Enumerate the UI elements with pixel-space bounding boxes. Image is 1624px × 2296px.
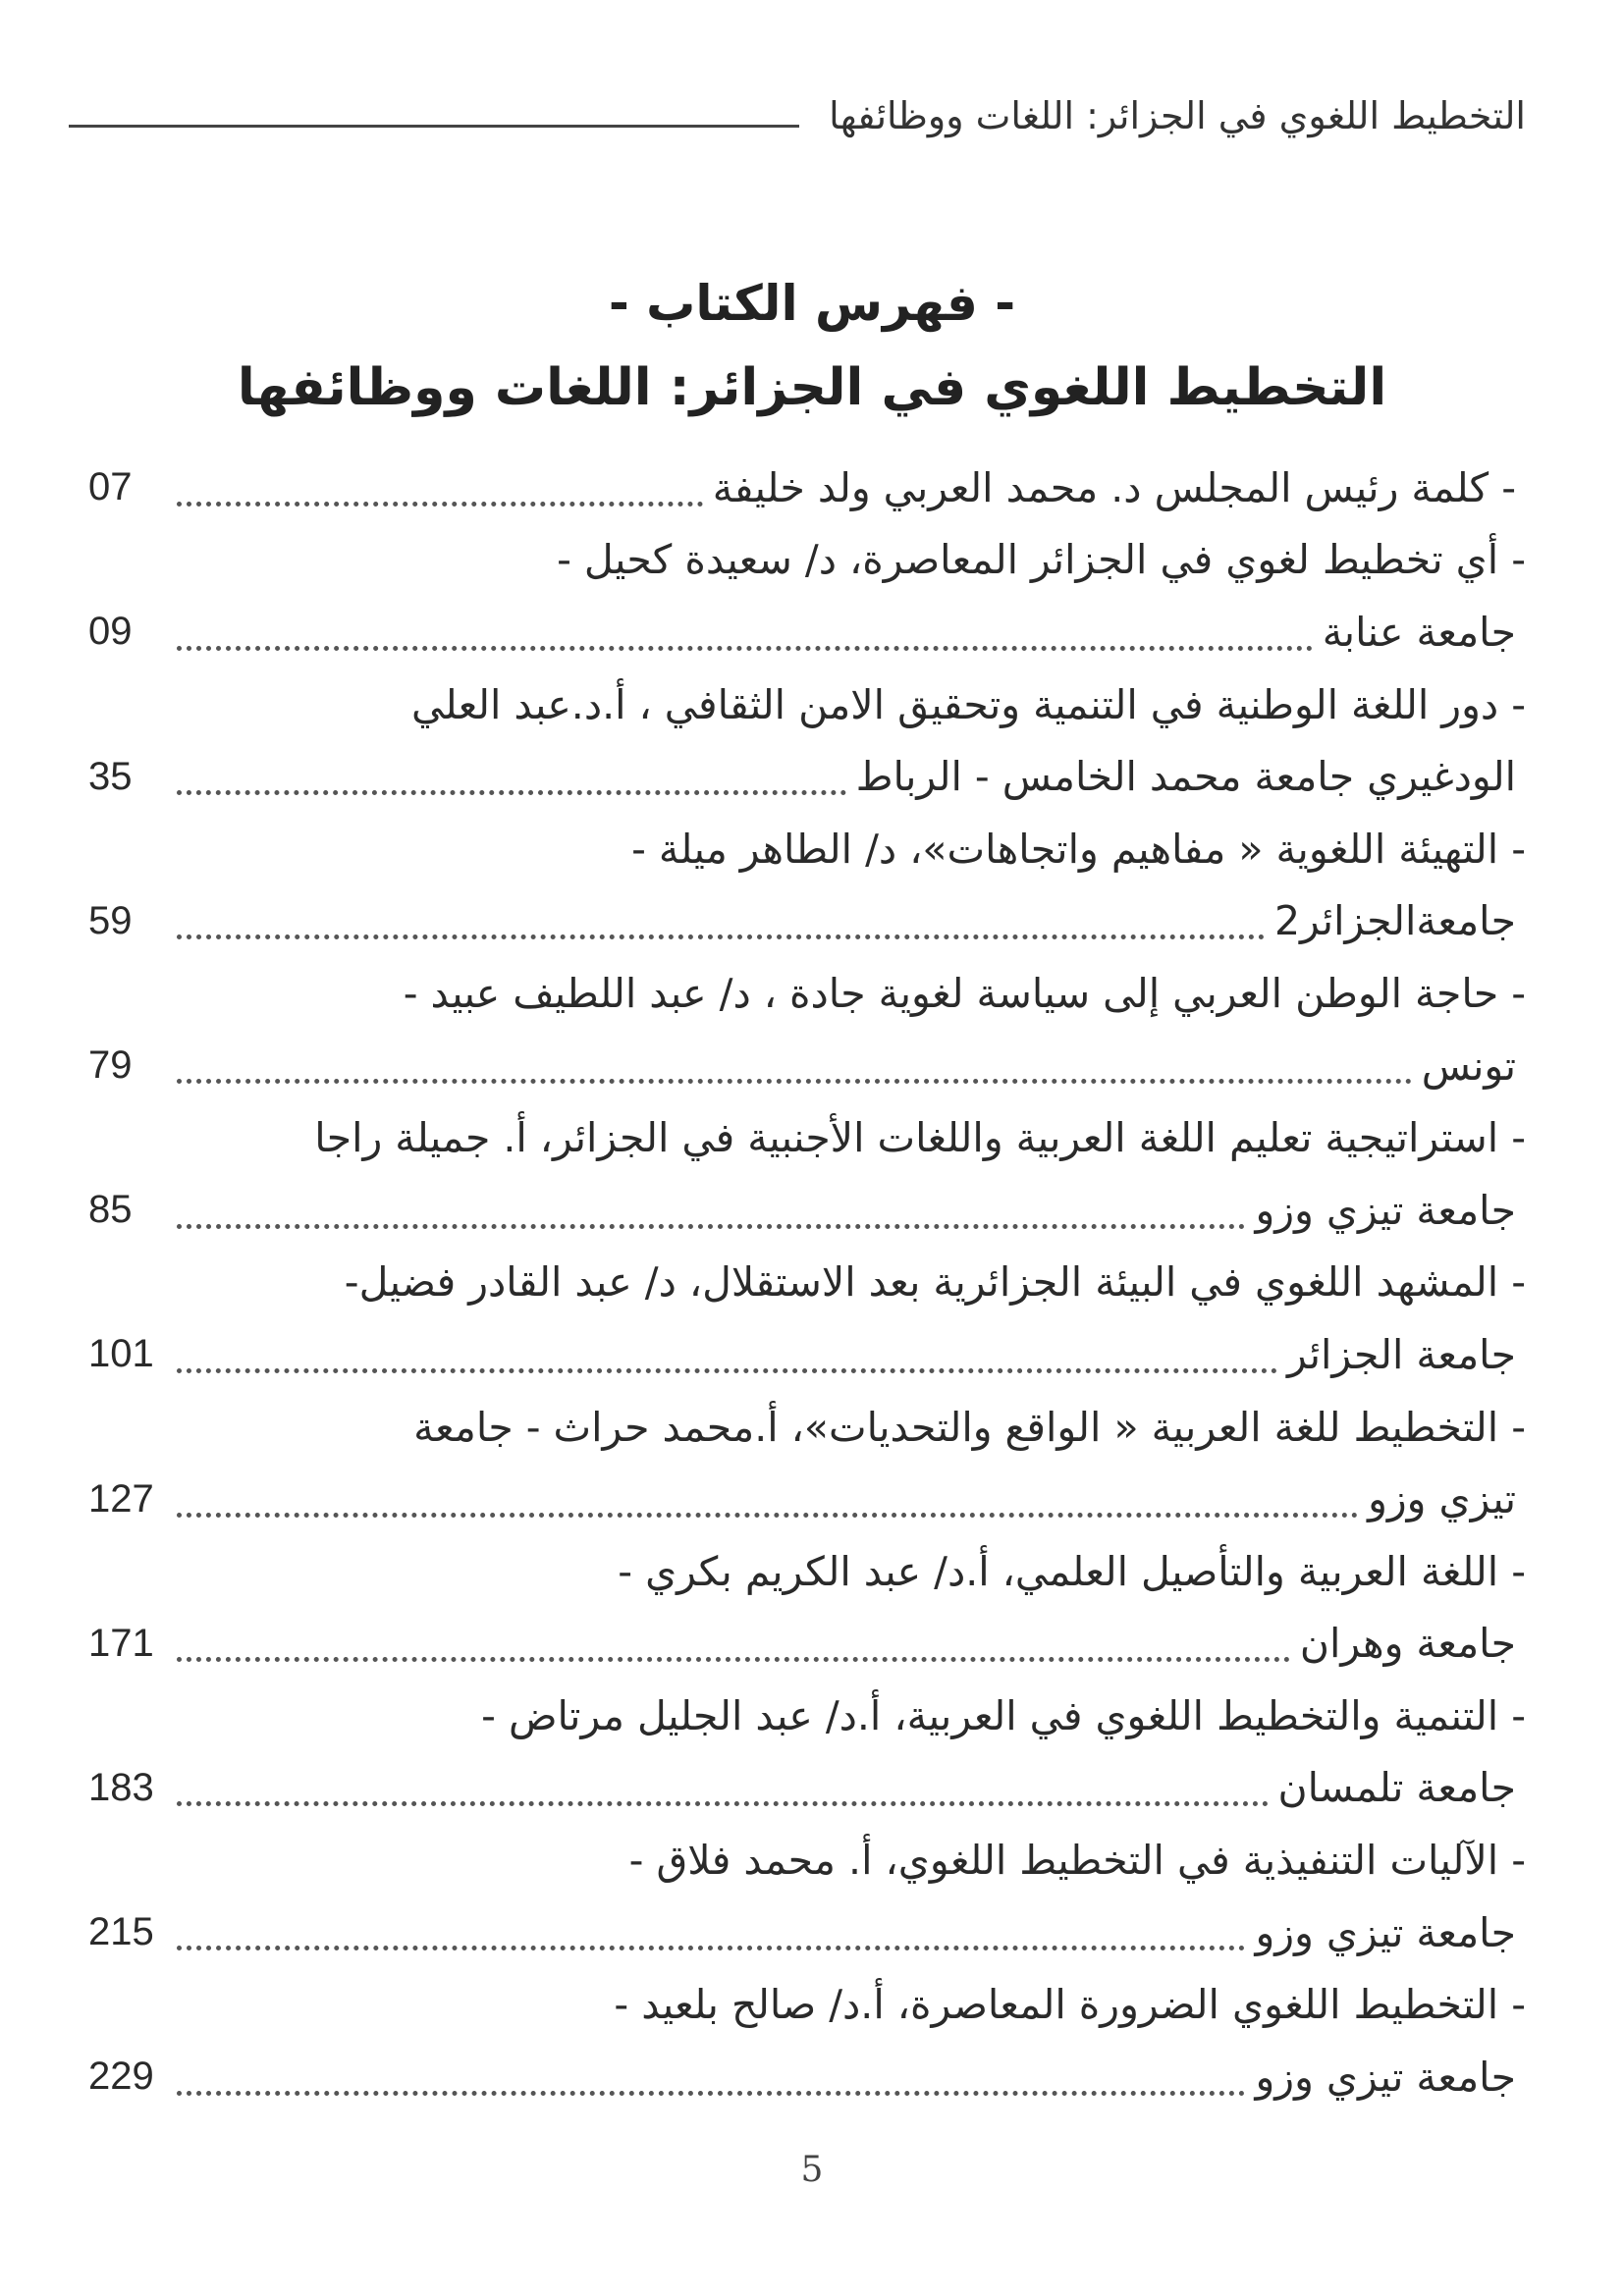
toc-page-number: 59 [88,898,133,942]
toc-page-number: 79 [88,1043,133,1088]
toc-dot-leader [177,1657,1290,1662]
toc-entry [88,1101,1526,1174]
toc-page-number: 229 [88,2055,154,2099]
running-header [69,69,1526,137]
toc-entry-text: - اللغة العربية والتأصيل العلمي، أ.د/ عبد الكريم بكري - [618,1547,1526,1595]
toc-dot-leader [177,1801,1269,1806]
toc-entry [88,452,1526,524]
toc-entry [88,1318,1526,1391]
toc-entry-text: جامعة تيزي وزو [1255,1186,1516,1234]
toc-entry-text: تونس [1421,1041,1516,1090]
toc-entry [88,740,1526,813]
toc-page-number: 171 [88,1621,154,1665]
toc-entry [88,1824,1526,1896]
toc-entry-text: - التهيئة اللغوية « مفاهيم واتجاهات»، د/ الطاهر ميلة - [631,825,1526,873]
toc-entry [88,1391,1526,1464]
toc-page-number: 127 [88,1476,154,1521]
toc-entry-text: - التخطيط للغة العربية « الواقع والتحديات»، أ.محمد حراث - جامعة [413,1403,1526,1451]
book-title: التخطيط اللغوي في الجزائر: اللغات ووظائفها [237,358,1387,417]
toc-entry [88,2041,1526,2113]
toc-entry [88,1535,1526,1608]
toc-entry-text: - التخطيط اللغوي الضرورة المعاصرة، أ.د/ صالح بلعيد - [614,1981,1526,2029]
toc-entry-text: جامعة الجزائر [1287,1330,1516,1378]
toc-dot-leader [177,1513,1358,1518]
toc-entry [88,668,1526,741]
toc-entry-text: جامعة تلمسان [1277,1764,1516,1812]
toc-page-number: 101 [88,1332,154,1376]
toc-heading: - فهرس الكتاب - [609,275,1015,332]
toc-dot-leader [177,646,1313,651]
toc-entry-text: - أي تخطيط لغوي في الجزائر المعاصرة، د/ سعيدة كحيل - [557,536,1526,584]
page-number: 5 [800,2150,824,2190]
toc-entry [88,1968,1526,2041]
table-of-contents [88,452,1526,2113]
toc-dot-leader [177,2091,1245,2096]
toc-page-number: 215 [88,1910,154,1954]
toc-entry-text: جامعة تيزي وزو [1255,2053,1516,2101]
toc-dot-leader [177,1224,1245,1229]
toc-entry [88,1680,1526,1752]
toc-dot-leader [177,1946,1245,1950]
toc-entry [88,813,1526,885]
toc-entry-text: - التنمية والتخطيط اللغوي في العربية، أ.د/ عبد الجليل مرتاض - [481,1691,1526,1739]
toc-entry-text: - حاجة الوطن العربي إلى سياسة لغوية جادة ، د/ عبد اللطيف عبيد - [403,969,1526,1017]
toc-entry-text: الودغيري جامعة محمد الخامس - الرباط [855,753,1516,801]
toc-dot-leader [177,790,846,795]
toc-dot-leader [177,934,1265,939]
running-header-text: التخطيط اللغوي في الجزائر: اللغات ووظائفها [829,94,1526,137]
toc-page-number: 35 [88,754,133,798]
toc-page-number: 07 [88,465,133,509]
toc-entry-text: - دور اللغة الوطنية في التنمية وتحقيق الامن الثقافي ، أ.د.عبد العلي [410,680,1526,728]
toc-entry [88,1896,1526,1969]
toc-entry-text: - كلمة رئيس المجلس د. محمد العربي ولد خليفة [712,463,1516,511]
toc-entry-text: جامعة عنابة [1322,608,1516,656]
toc-page-number: 09 [88,610,133,654]
toc-entry [88,524,1526,597]
toc-entry-text: - استراتيجية تعليم اللغة العربية واللغات الأجنبية في الجزائر، أ. جميلة راجا [314,1114,1526,1162]
toc-entry [88,596,1526,668]
toc-entry-text: جامعة وهران [1299,1620,1516,1668]
toc-entry [88,1752,1526,1825]
toc-entry-text: - المشهد اللغوي في البيئة الجزائرية بعد الاستقلال، د/ عبد القادر فضيل- [344,1258,1526,1307]
toc-entry [88,1030,1526,1102]
running-header-rule [69,125,799,128]
toc-entry [88,1463,1526,1535]
toc-page-number: 183 [88,1765,154,1809]
toc-entry [88,1247,1526,1319]
toc-entry-text: جامعة تيزي وزو [1255,1908,1516,1956]
toc-dot-leader [177,1079,1412,1084]
toc-entry [88,1608,1526,1681]
toc-entry-text: تيزي وزو [1368,1475,1516,1523]
toc-dot-leader [177,1368,1277,1373]
toc-entry-text: جامعةالجزائر2 [1273,897,1516,945]
toc-page-number: 85 [88,1188,133,1232]
toc-entry [88,957,1526,1030]
toc-entry-text: - الآليات التنفيذية في التخطيط اللغوي، أ. محمد فلاق - [628,1837,1526,1885]
toc-dot-leader [177,502,703,507]
toc-entry [88,885,1526,958]
toc-entry [88,1174,1526,1247]
